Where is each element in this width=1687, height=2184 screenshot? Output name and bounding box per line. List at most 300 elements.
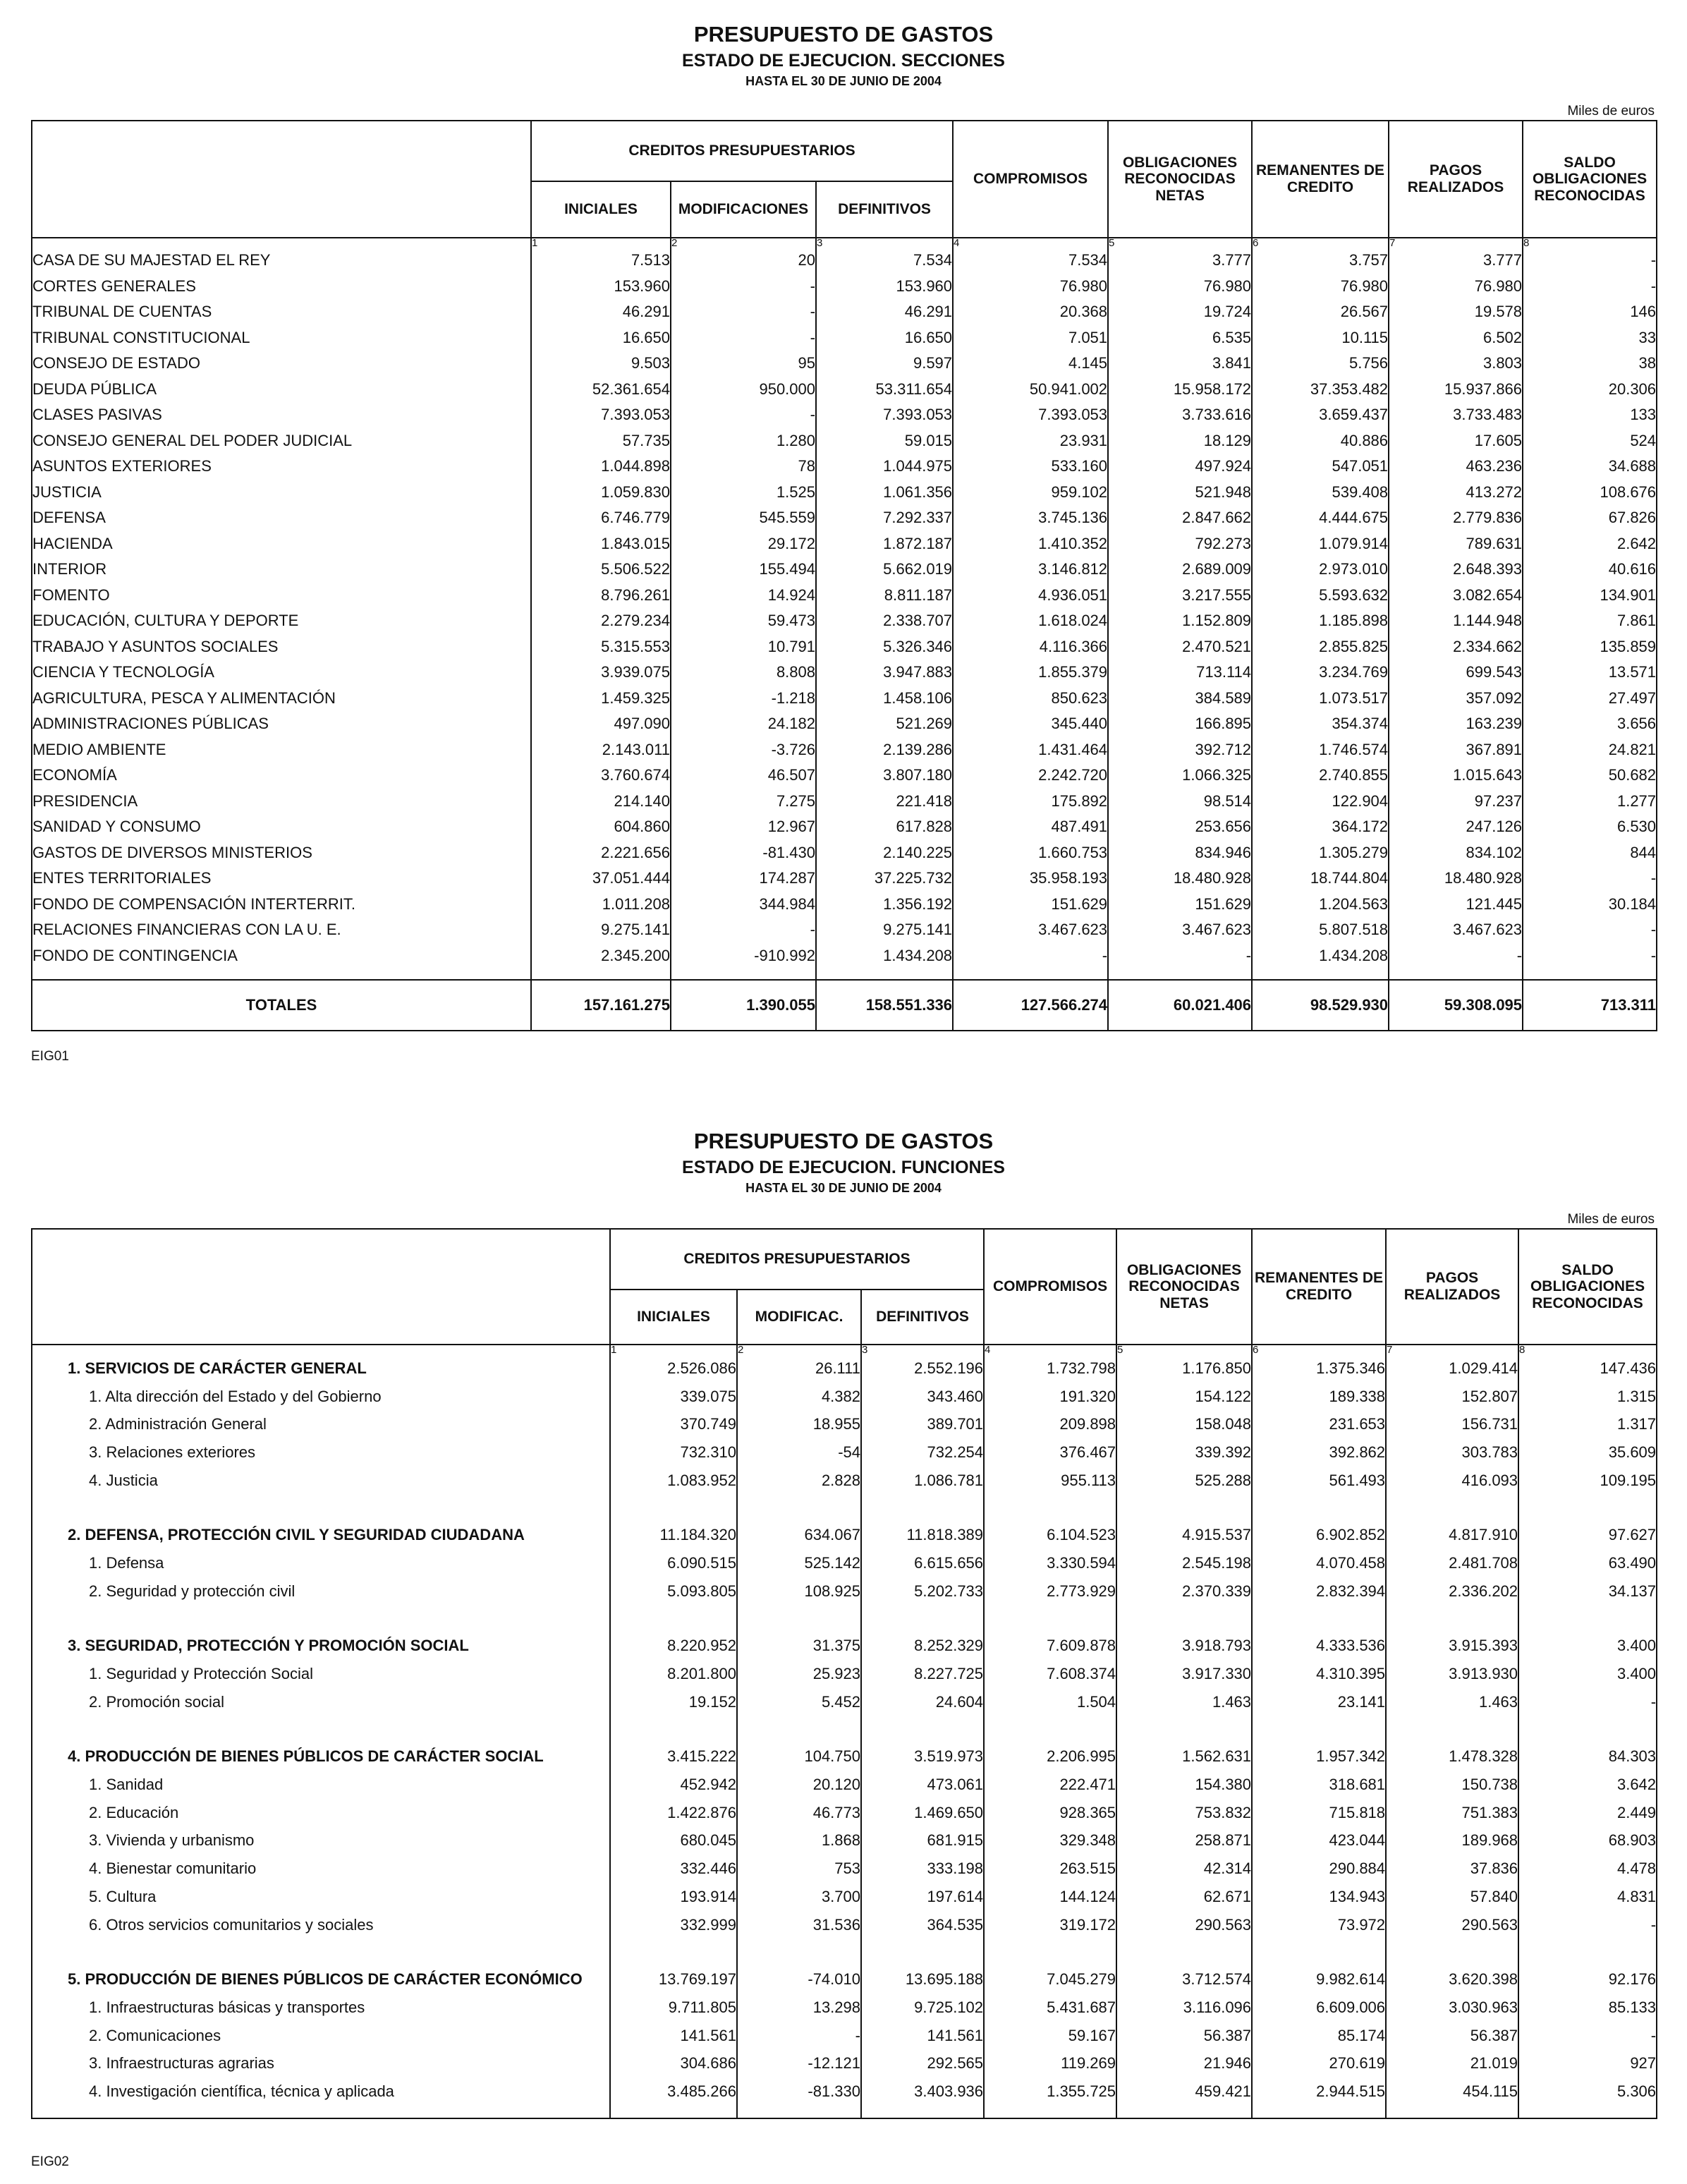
- row-value: 222.471: [984, 1771, 1116, 1799]
- row-label: JUSTICIA: [32, 483, 102, 501]
- row-value: 2.242.720: [953, 763, 1108, 789]
- row-value: 3.745.136: [953, 505, 1108, 531]
- row-value: 1.144.948: [1389, 608, 1523, 634]
- spacer-row: [32, 969, 1657, 980]
- row-value: 5.093.805: [610, 1577, 737, 1606]
- spacer-cell: [1116, 1494, 1252, 1521]
- row-value: 11.184.320: [610, 1521, 737, 1549]
- s2-iniciales-header: INICIALES: [610, 1290, 737, 1345]
- row-value: -: [671, 917, 816, 943]
- row-value: 699.543: [1389, 660, 1523, 686]
- row-value: 3.400: [1518, 1660, 1657, 1688]
- row-value: 389.701: [861, 1410, 984, 1438]
- row-value: 57.840: [1386, 1883, 1518, 1911]
- row-value: 31.375: [737, 1632, 861, 1661]
- row-value: 2.552.196: [861, 1354, 984, 1383]
- row-value: 197.614: [861, 1883, 984, 1911]
- row-label: FONDO DE COMPENSACIÓN INTERTERRIT.: [32, 894, 355, 913]
- row-label: ADMINISTRACIONES PÚBLICAS: [32, 715, 269, 733]
- row-label: EDUCACIÓN, CULTURA Y DEPORTE: [32, 612, 299, 630]
- row-label: DEUDA PÚBLICA: [32, 380, 157, 398]
- row-value: 524: [1523, 428, 1657, 454]
- row-value: 1.872.187: [816, 531, 953, 557]
- row-value: 221.418: [816, 789, 953, 815]
- table-row: [32, 686, 1657, 712]
- row-value: 1.458.106: [816, 686, 953, 712]
- row-value: 14.924: [671, 583, 816, 609]
- table-row: [32, 660, 1657, 686]
- row-value: 57.735: [531, 428, 671, 454]
- row-value: 927: [1518, 2049, 1657, 2077]
- function-group-row: [32, 1743, 1657, 1771]
- row-value: 345.440: [953, 711, 1108, 737]
- row-value: 13.571: [1523, 660, 1657, 686]
- row-value: -81.430: [671, 840, 816, 866]
- function-row: [32, 1688, 1657, 1716]
- row-value: 1.176.850: [1116, 1354, 1252, 1383]
- row-value: 3.757: [1252, 248, 1389, 274]
- row-value: 4.382: [737, 1383, 861, 1411]
- row-value: 7.393.053: [816, 402, 953, 428]
- spacer-cell: [32, 1939, 610, 1965]
- row-value: 1.061.356: [816, 480, 953, 506]
- function-row: [32, 1827, 1657, 1855]
- row-value: 158.048: [1116, 1410, 1252, 1438]
- row-value: 33: [1523, 325, 1657, 351]
- row-value: 263.515: [984, 1855, 1116, 1883]
- spacer-cell: [1108, 969, 1252, 980]
- s2-label-header: [32, 1229, 610, 1345]
- row-value: -: [671, 274, 816, 300]
- row-value: 3.330.594: [984, 1549, 1116, 1577]
- function-row: [32, 1911, 1657, 1939]
- row-value: 3.913.930: [1386, 1660, 1518, 1688]
- row-value: 37.051.444: [531, 866, 671, 892]
- row-value: 834.102: [1389, 840, 1523, 866]
- table-row: [32, 814, 1657, 840]
- row-value: 1.317: [1518, 1410, 1657, 1438]
- row-value: 59.167: [984, 2022, 1116, 2050]
- row-value: 8.808: [671, 660, 816, 686]
- row-label: GASTOS DE DIVERSOS MINISTERIOS: [32, 843, 312, 861]
- table-row: [32, 377, 1657, 403]
- row-value: -: [1518, 2022, 1657, 2050]
- row-label: 1. Alta dirección del Estado y del Gobierno: [89, 1387, 382, 1405]
- row-value: 3.030.963: [1386, 1994, 1518, 2022]
- spacer-cell: [610, 1716, 737, 1743]
- row-value: 4.936.051: [953, 583, 1108, 609]
- column-number: 3: [861, 1345, 984, 1354]
- row-value: 95: [671, 351, 816, 377]
- table-row: [32, 505, 1657, 531]
- row-value: 3.917.330: [1116, 1660, 1252, 1688]
- row-value: 10.115: [1252, 325, 1389, 351]
- column-number: 5: [1108, 238, 1252, 248]
- row-value: 9.503: [531, 351, 671, 377]
- spacer-cell: [984, 2106, 1116, 2118]
- row-value: 20.120: [737, 1771, 861, 1799]
- row-value: 3.415.222: [610, 1743, 737, 1771]
- row-value: 1.011.208: [531, 892, 671, 918]
- row-value: 3.485.266: [610, 2077, 737, 2106]
- row-value: 18.129: [1108, 428, 1252, 454]
- row-value: 3.519.973: [861, 1743, 984, 1771]
- row-value: -: [1523, 943, 1657, 969]
- row-value: 3.807.180: [816, 763, 953, 789]
- function-row: [32, 1994, 1657, 2022]
- row-value: 8.220.952: [610, 1632, 737, 1661]
- row-label: 2. Educación: [89, 1803, 179, 1821]
- s1-iniciales-header: INICIALES: [531, 181, 671, 238]
- row-value: 1.204.563: [1252, 892, 1389, 918]
- row-value: 3.467.623: [1389, 917, 1523, 943]
- row-value: 1.431.464: [953, 737, 1108, 763]
- row-value: 3.217.555: [1108, 583, 1252, 609]
- spacer-cell: [1252, 1716, 1386, 1743]
- row-value: 50.682: [1523, 763, 1657, 789]
- row-value: 1.618.024: [953, 608, 1108, 634]
- row-value: 955.113: [984, 1467, 1116, 1495]
- row-value: 7.534: [953, 248, 1108, 274]
- row-value: 2.481.708: [1386, 1549, 1518, 1577]
- row-value: 5.306: [1518, 2077, 1657, 2106]
- row-value: 2.847.662: [1108, 505, 1252, 531]
- table-row: [32, 454, 1657, 480]
- row-value: 2.140.225: [816, 840, 953, 866]
- spacer-cell: [861, 1716, 984, 1743]
- row-value: 4.831: [1518, 1883, 1657, 1911]
- row-value: 156.731: [1386, 1410, 1518, 1438]
- function-row: [32, 1577, 1657, 1606]
- table-row: [32, 737, 1657, 763]
- row-label: FOMENTO: [32, 586, 110, 604]
- row-value: 3.467.623: [953, 917, 1108, 943]
- row-value: 7.513: [531, 248, 671, 274]
- function-group-row: [32, 1354, 1657, 1383]
- row-value: 4.116.366: [953, 634, 1108, 660]
- totals-value: 1.390.055: [671, 980, 816, 1031]
- row-value: 146: [1523, 299, 1657, 325]
- row-label: 2. Promoción social: [89, 1692, 224, 1711]
- row-value: 135.859: [1523, 634, 1657, 660]
- row-value: 84.303: [1518, 1743, 1657, 1771]
- spacer-row: [32, 1716, 1657, 1743]
- row-value: 1.073.517: [1252, 686, 1389, 712]
- function-row: [32, 1883, 1657, 1911]
- row-value: -: [1518, 1688, 1657, 1716]
- row-value: 35.958.193: [953, 866, 1108, 892]
- row-value: 163.239: [1389, 711, 1523, 737]
- s2-creditos-header: CREDITOS PRESUPUESTARIOS: [610, 1229, 984, 1290]
- spacer-row: [32, 1494, 1657, 1521]
- spacer-cell: [1518, 1939, 1657, 1965]
- row-value: 62.671: [1116, 1883, 1252, 1911]
- row-value: 3.403.936: [861, 2077, 984, 2106]
- row-value: 5.662.019: [816, 557, 953, 583]
- function-row: [32, 2077, 1657, 2106]
- row-value: 1.355.725: [984, 2077, 1116, 2106]
- function-row: [32, 1660, 1657, 1688]
- row-value: 10.791: [671, 634, 816, 660]
- table-row: [32, 583, 1657, 609]
- row-value: 1.463: [1386, 1688, 1518, 1716]
- row-value: 497.924: [1108, 454, 1252, 480]
- row-value: 76.980: [953, 274, 1108, 300]
- row-value: 3.116.096: [1116, 1994, 1252, 2022]
- function-row: [32, 2022, 1657, 2050]
- table-row: [32, 351, 1657, 377]
- row-value: 3.803: [1389, 351, 1523, 377]
- row-value: 7.534: [816, 248, 953, 274]
- row-value: 1.525: [671, 480, 816, 506]
- function-row: [32, 1383, 1657, 1411]
- spacer-cell: [737, 1939, 861, 1965]
- row-value: -: [1523, 866, 1657, 892]
- row-value: 3.777: [1108, 248, 1252, 274]
- row-value: 3.659.437: [1252, 402, 1389, 428]
- row-value: 20.306: [1523, 377, 1657, 403]
- s1-label-header: [32, 121, 531, 238]
- row-value: 6.530: [1523, 814, 1657, 840]
- spacer-cell: [1386, 1606, 1518, 1632]
- row-value: 1.463: [1116, 1688, 1252, 1716]
- row-label: 4. PRODUCCIÓN DE BIENES PÚBLICOS DE CARÁCTER SOCIAL: [68, 1747, 544, 1766]
- row-value: 850.623: [953, 686, 1108, 712]
- row-value: 344.984: [671, 892, 816, 918]
- spacer-row: [32, 1939, 1657, 1965]
- spacer-cell: [861, 1494, 984, 1521]
- row-value: 68.903: [1518, 1827, 1657, 1855]
- table-row: [32, 299, 1657, 325]
- row-value: 9.597: [816, 351, 953, 377]
- s1-pagos-header: PAGOS REALIZADOS: [1389, 121, 1523, 238]
- row-value: 3.400: [1518, 1632, 1657, 1661]
- table-row: [32, 531, 1657, 557]
- row-value: 715.818: [1252, 1799, 1386, 1827]
- spacer-cell: [1386, 1716, 1518, 1743]
- row-value: 2.449: [1518, 1799, 1657, 1827]
- row-value: 174.287: [671, 866, 816, 892]
- row-value: 53.311.654: [816, 377, 953, 403]
- row-value: 175.892: [953, 789, 1108, 815]
- row-value: -1.218: [671, 686, 816, 712]
- row-value: 1.434.208: [1252, 943, 1389, 969]
- function-group-row: [32, 1632, 1657, 1661]
- row-value: 26.567: [1252, 299, 1389, 325]
- row-value: 25.923: [737, 1660, 861, 1688]
- row-value: -: [671, 299, 816, 325]
- row-value: 151.629: [1108, 892, 1252, 918]
- row-value: -12.121: [737, 2049, 861, 2077]
- row-value: 3.082.654: [1389, 583, 1523, 609]
- row-value: 5.593.632: [1252, 583, 1389, 609]
- spacer-cell: [1116, 1606, 1252, 1632]
- s2-code: EIG02: [31, 2154, 69, 2169]
- row-value: 473.061: [861, 1771, 984, 1799]
- row-value: -: [671, 325, 816, 351]
- row-value: 3.700: [737, 1883, 861, 1911]
- row-value: 3.467.623: [1108, 917, 1252, 943]
- row-value: 459.421: [1116, 2077, 1252, 2106]
- row-value: 392.712: [1108, 737, 1252, 763]
- row-value: 1.855.379: [953, 660, 1108, 686]
- function-group-row: [32, 1521, 1657, 1549]
- row-value: 76.980: [1252, 274, 1389, 300]
- row-value: 6.090.515: [610, 1549, 737, 1577]
- row-value: -: [671, 402, 816, 428]
- s1-creditos-header: CREDITOS PRESUPUESTARIOS: [531, 121, 953, 181]
- table-row: [32, 480, 1657, 506]
- row-label: TRIBUNAL CONSTITUCIONAL: [32, 328, 250, 346]
- row-value: 561.493: [1252, 1467, 1386, 1495]
- row-value: 497.090: [531, 711, 671, 737]
- row-value: 23.141: [1252, 1688, 1386, 1716]
- row-value: 950.000: [671, 377, 816, 403]
- row-value: 5.807.518: [1252, 917, 1389, 943]
- row-value: 155.494: [671, 557, 816, 583]
- row-value: 144.124: [984, 1883, 1116, 1911]
- row-label: 6. Otros servicios comunitarios y sociales: [89, 1915, 374, 1934]
- row-value: 3.733.483: [1389, 402, 1523, 428]
- row-value: 753.832: [1116, 1799, 1252, 1827]
- spacer-cell: [32, 2106, 610, 2118]
- row-value: 423.044: [1252, 1827, 1386, 1855]
- row-value: 147.436: [1518, 1354, 1657, 1383]
- row-value: 680.045: [610, 1827, 737, 1855]
- row-value: 319.172: [984, 1911, 1116, 1939]
- row-value: 35.609: [1518, 1438, 1657, 1467]
- row-value: 73.972: [1252, 1911, 1386, 1939]
- row-value: 3.146.812: [953, 557, 1108, 583]
- spacer-cell: [671, 969, 816, 980]
- row-value: 76.980: [1108, 274, 1252, 300]
- row-value: 3.760.674: [531, 763, 671, 789]
- totals-value: 60.021.406: [1108, 980, 1252, 1031]
- row-label: RELACIONES FINANCIERAS CON LA U. E.: [32, 921, 341, 939]
- row-value: 5.315.553: [531, 634, 671, 660]
- column-number: 5: [1116, 1345, 1252, 1354]
- row-value: 258.871: [1116, 1827, 1252, 1855]
- spacer-cell: [1523, 969, 1657, 980]
- spacer-cell: [1252, 1494, 1386, 1521]
- row-value: 17.605: [1389, 428, 1523, 454]
- row-value: 52.361.654: [531, 377, 671, 403]
- row-value: 5.452: [737, 1688, 861, 1716]
- row-value: 2.370.339: [1116, 1577, 1252, 1606]
- row-value: 1.185.898: [1252, 608, 1389, 634]
- column-number: 2: [737, 1345, 861, 1354]
- s2-compromisos-header: COMPROMISOS: [984, 1229, 1116, 1345]
- column-number: 6: [1252, 1345, 1386, 1354]
- s1-saldo-header: SALDO OBLIGACIONES RECONOCIDAS: [1523, 121, 1657, 238]
- row-value: 97.237: [1389, 789, 1523, 815]
- row-value: 16.650: [531, 325, 671, 351]
- row-value: 59.015: [816, 428, 953, 454]
- row-value: 6.535: [1108, 325, 1252, 351]
- column-number: 1: [610, 1345, 737, 1354]
- spacer-cell: [1518, 1494, 1657, 1521]
- row-value: 1.015.643: [1389, 763, 1523, 789]
- s1-compromisos-header: COMPROMISOS: [953, 121, 1108, 238]
- column-number: 4: [984, 1345, 1116, 1354]
- row-value: 357.092: [1389, 686, 1523, 712]
- row-value: 21.946: [1116, 2049, 1252, 2077]
- row-value: 9.725.102: [861, 1994, 984, 2022]
- table-row: [32, 248, 1657, 274]
- table-row: [32, 274, 1657, 300]
- row-value: 1.660.753: [953, 840, 1108, 866]
- row-value: 56.387: [1386, 2022, 1518, 2050]
- row-value: 364.172: [1252, 814, 1389, 840]
- row-value: 792.273: [1108, 531, 1252, 557]
- row-value: 1.315: [1518, 1383, 1657, 1411]
- row-value: 231.653: [1252, 1410, 1386, 1438]
- row-value: 604.860: [531, 814, 671, 840]
- row-value: 7.292.337: [816, 505, 953, 531]
- row-value: 7.393.053: [953, 402, 1108, 428]
- row-value: -910.992: [671, 943, 816, 969]
- row-value: -: [737, 2022, 861, 2050]
- row-value: 521.948: [1108, 480, 1252, 506]
- row-value: 20.368: [953, 299, 1108, 325]
- row-value: -: [1108, 943, 1252, 969]
- column-number: 6: [1252, 238, 1389, 248]
- row-value: -: [1518, 1911, 1657, 1939]
- spacer-cell: [953, 969, 1108, 980]
- row-value: 8.227.725: [861, 1660, 984, 1688]
- row-value: 539.408: [1252, 480, 1389, 506]
- row-value: 1.044.975: [816, 454, 953, 480]
- row-value: 1.422.876: [610, 1799, 737, 1827]
- row-value: 354.374: [1252, 711, 1389, 737]
- s2-units: Miles de euros: [1567, 1212, 1655, 1227]
- row-value: 119.269: [984, 2049, 1116, 2077]
- spacer-cell: [531, 969, 671, 980]
- row-value: 5.326.346: [816, 634, 953, 660]
- row-value: 525.288: [1116, 1467, 1252, 1495]
- row-value: 2.206.995: [984, 1743, 1116, 1771]
- row-value: 7.051: [953, 325, 1108, 351]
- spacer-cell: [737, 2106, 861, 2118]
- row-label: 1. Seguridad y Protección Social: [89, 1665, 313, 1683]
- row-value: 30.184: [1523, 892, 1657, 918]
- row-value: 5.756: [1252, 351, 1389, 377]
- s1-title: PRESUPUESTO DE GASTOS: [693, 22, 994, 47]
- column-number-blank: [32, 1345, 610, 1354]
- row-value: 18.744.804: [1252, 866, 1389, 892]
- column-number-row: [32, 238, 1657, 248]
- row-value: 46.291: [816, 299, 953, 325]
- row-value: 42.314: [1116, 1855, 1252, 1883]
- row-value: 681.915: [861, 1827, 984, 1855]
- row-value: 134.943: [1252, 1883, 1386, 1911]
- row-value: 1.957.342: [1252, 1743, 1386, 1771]
- row-value: 1.079.914: [1252, 531, 1389, 557]
- row-value: 3.642: [1518, 1771, 1657, 1799]
- row-value: 270.619: [1252, 2049, 1386, 2077]
- row-value: 23.931: [953, 428, 1108, 454]
- column-number: 8: [1523, 238, 1657, 248]
- spacer-cell: [984, 1606, 1116, 1632]
- row-label: 4. Bienestar comunitario: [89, 1860, 257, 1878]
- row-value: 370.749: [610, 1410, 737, 1438]
- row-value: 304.686: [610, 2049, 737, 2077]
- row-label: MEDIO AMBIENTE: [32, 740, 166, 758]
- row-value: 92.176: [1518, 1965, 1657, 1994]
- row-value: 928.365: [984, 1799, 1116, 1827]
- row-value: 1.459.325: [531, 686, 671, 712]
- row-value: 31.536: [737, 1911, 861, 1939]
